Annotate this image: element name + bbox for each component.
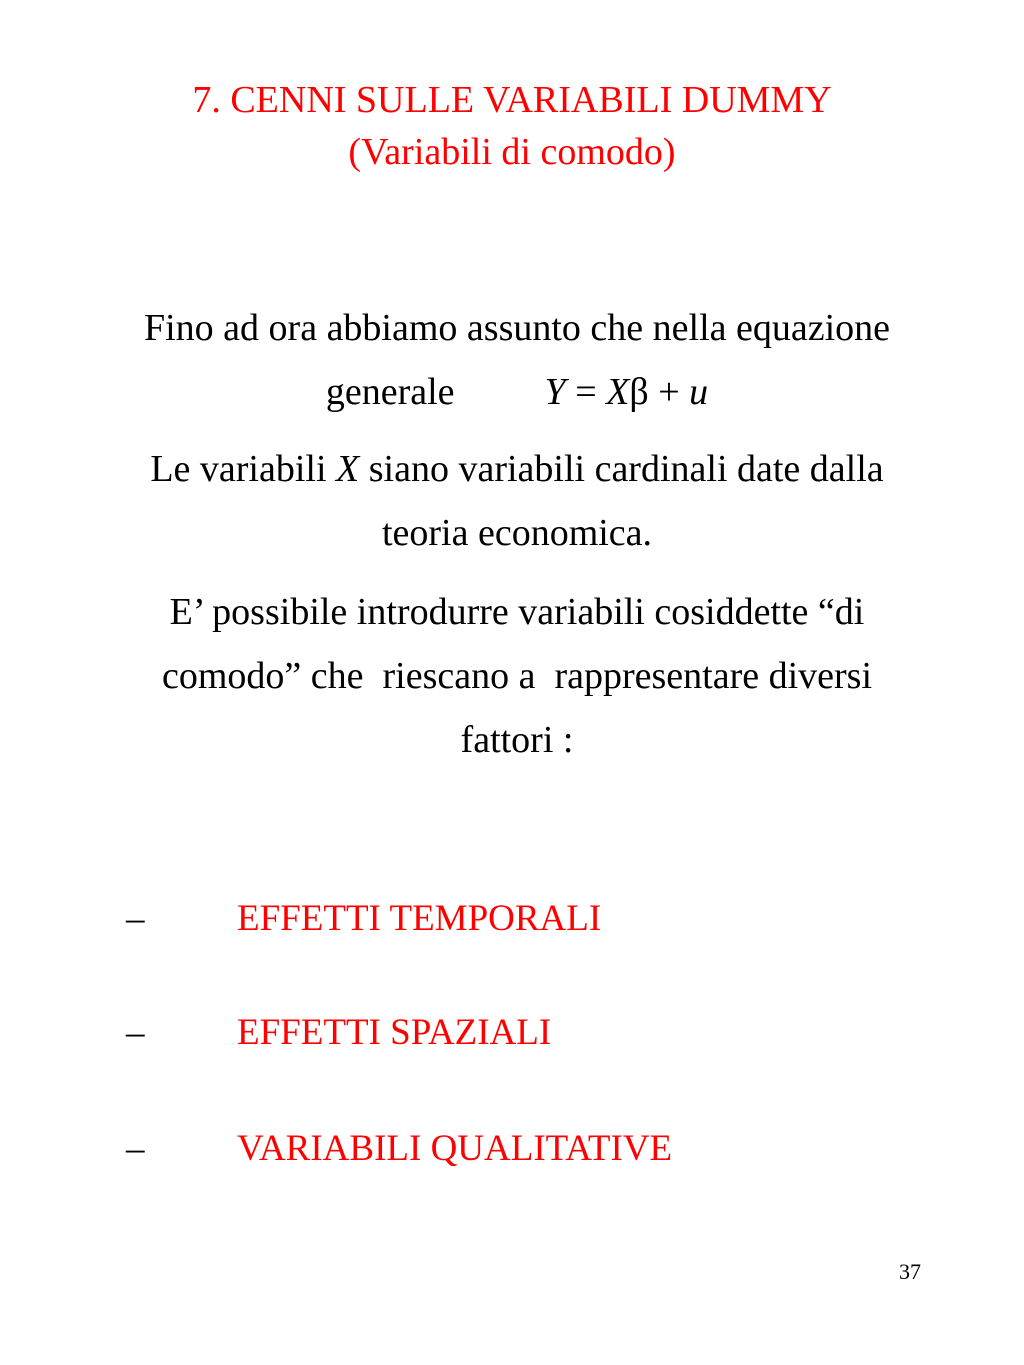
paragraph-2-line-2: teoria economica.	[381, 512, 653, 554]
paragraph-1-line-1: Fino ad ora abbiamo assunto che nella equazione	[143, 307, 891, 349]
bullet-dash: –	[126, 898, 145, 939]
variable-x: X	[336, 448, 360, 490]
slide-title	[0, 74, 1024, 178]
paragraph-3-line-1: E’ possibile introdurre variabili cosiddette “di	[169, 591, 865, 633]
equation-beta: β	[629, 371, 649, 413]
bullet-label: VARIABILI QUALITATIVE	[237, 1128, 673, 1169]
bullet-dash: –	[126, 1012, 145, 1053]
paragraph-2-post: siano variabili cardinali date dalla	[359, 448, 884, 490]
equation-u: u	[689, 371, 709, 413]
title-line-1: 7. CENNI SULLE VARIABILI DUMMY	[192, 79, 832, 121]
page-number: 37	[899, 1259, 921, 1284]
bullet-label: EFFETTI TEMPORALI	[237, 898, 602, 939]
paragraph-3-line-3: fattori :	[460, 719, 574, 761]
title-line-2: (Variabili di comodo)	[348, 131, 676, 173]
paragraph-cardinal-variables	[60, 437, 974, 565]
paragraph-2-pre: Le variabili	[150, 448, 337, 490]
bullet-label: EFFETTI SPAZIALI	[237, 1012, 552, 1053]
generale-word: generale	[325, 371, 455, 413]
paragraph-general-equation	[60, 296, 974, 424]
equation-x: X	[606, 371, 630, 413]
paragraph-dummy-intro	[60, 580, 974, 772]
paragraph-2-line-1	[60, 437, 974, 501]
paragraph-1-line-2	[60, 360, 974, 424]
bullet-dash: –	[126, 1128, 145, 1169]
equation-plus: +	[648, 371, 690, 413]
equation-y: Y	[544, 371, 566, 413]
regression-equation	[545, 371, 709, 413]
equation-equals: =	[565, 371, 607, 413]
paragraph-3-line-2: comodo” che riescano a rappresentare diversi	[161, 655, 873, 697]
